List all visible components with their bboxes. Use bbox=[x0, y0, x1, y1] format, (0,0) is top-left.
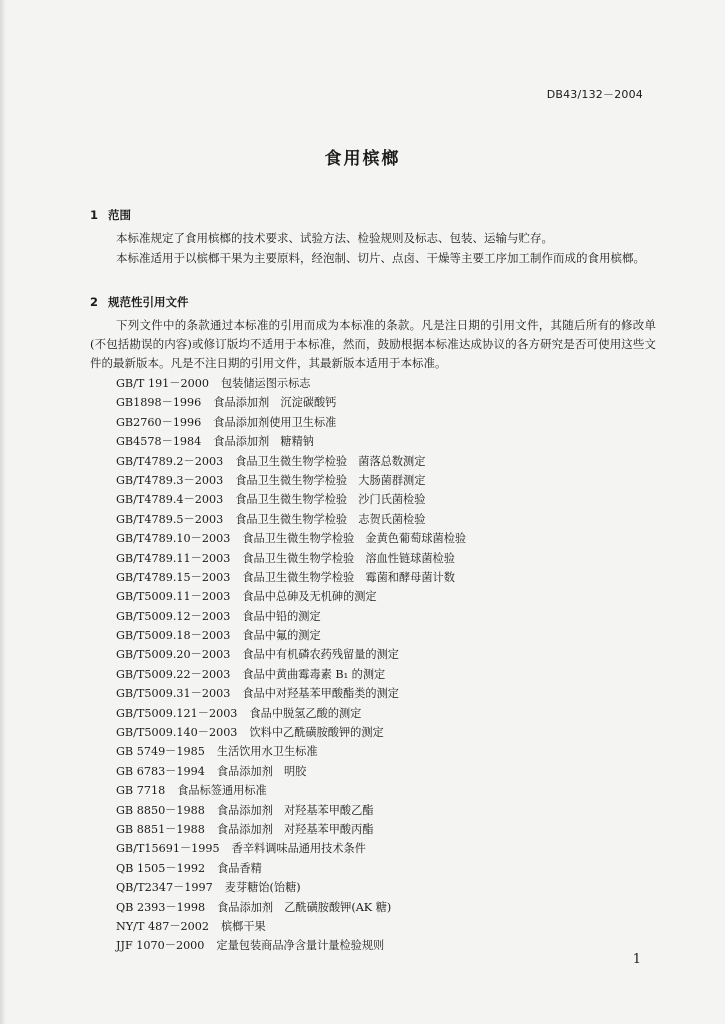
reference-code: GB/T15691－1995 bbox=[116, 842, 220, 856]
reference-item bbox=[116, 839, 466, 858]
page-number: 1 bbox=[632, 952, 641, 967]
reference-title: 食品添加剂 对羟基苯甲酸丙酯 bbox=[216, 822, 374, 836]
reference-item bbox=[116, 529, 466, 548]
reference-item bbox=[116, 723, 466, 742]
reference-code: GB/T4789.3－2003 bbox=[116, 473, 224, 487]
reference-code: GB/T4789.15－2003 bbox=[116, 570, 231, 584]
reference-item bbox=[116, 452, 466, 471]
reference-code: GB/T5009.18－2003 bbox=[116, 629, 231, 643]
reference-item bbox=[116, 549, 466, 568]
reference-item bbox=[116, 626, 466, 645]
reference-item bbox=[116, 645, 466, 664]
reference-title: 食品卫生微生物学检验 菌落总数测定 bbox=[235, 454, 426, 468]
reference-item bbox=[116, 742, 466, 761]
reference-code: GB/T4789.2－2003 bbox=[116, 454, 224, 468]
reference-code: JJF 1070－2000 bbox=[116, 939, 205, 953]
reference-code: GB/T5009.140－2003 bbox=[116, 726, 238, 740]
reference-item bbox=[116, 413, 466, 432]
reference-item bbox=[116, 762, 466, 781]
reference-code: GB/T4789.4－2003 bbox=[116, 493, 224, 507]
reference-item bbox=[116, 432, 466, 451]
reference-title: 麦芽糖饴(饴糖) bbox=[224, 881, 301, 895]
reference-code: GB/T4789.10－2003 bbox=[116, 532, 231, 546]
reference-code: QB 1505－1992 bbox=[116, 861, 206, 875]
reference-title: 食品香精 bbox=[217, 861, 262, 875]
reference-title: 食品卫生微生物学检验 溶血性链球菌检验 bbox=[242, 551, 455, 565]
reference-item bbox=[116, 568, 466, 587]
reference-code: GB 8850－1988 bbox=[116, 803, 205, 817]
reference-title: 食品卫生微生物学检验 沙门氏菌检验 bbox=[235, 493, 426, 507]
reference-list bbox=[116, 374, 466, 956]
reference-title: 包装储运图示标志 bbox=[220, 377, 311, 390]
reference-code: QB/T2347－1997 bbox=[116, 881, 213, 895]
reference-code: GB/T5009.11－2003 bbox=[116, 590, 231, 604]
reference-code: GB/T5009.31－2003 bbox=[116, 687, 231, 701]
reference-title: 食品中总砷及无机砷的测定 bbox=[242, 590, 377, 604]
reference-item bbox=[116, 374, 466, 393]
reference-item bbox=[116, 936, 466, 955]
reference-code: GB 8851－1988 bbox=[116, 822, 205, 836]
reference-title: 食品卫生微生物学检验 大肠菌群测定 bbox=[235, 473, 426, 487]
reference-title: 食品卫生微生物学检验 志贺氏菌检验 bbox=[235, 512, 426, 526]
document-title: 食用槟榔 bbox=[324, 149, 401, 169]
reference-code: GB2760－1996 bbox=[116, 415, 202, 429]
section-heading-normative-references bbox=[90, 294, 189, 310]
reference-title: 食品添加剂 乙酰磺胺酸钾(AK 糖) bbox=[217, 900, 392, 914]
reference-item bbox=[116, 471, 466, 490]
reference-item bbox=[116, 587, 466, 606]
reference-item bbox=[116, 490, 466, 509]
reference-item bbox=[116, 781, 466, 800]
reference-code: GB 7718 bbox=[116, 784, 166, 798]
reference-item bbox=[116, 820, 466, 839]
reference-code: QB 2393－1998 bbox=[116, 900, 206, 914]
reference-item bbox=[116, 393, 466, 412]
reference-code: GB4578－1984 bbox=[116, 435, 202, 449]
section-number: 1 bbox=[90, 208, 99, 222]
reference-title: 食品卫生微生物学检验 霉菌和酵母菌计数 bbox=[242, 570, 455, 584]
reference-code: GB/T 191－2000 bbox=[116, 377, 209, 390]
reference-code: GB/T5009.12－2003 bbox=[116, 609, 231, 623]
reference-item bbox=[116, 607, 466, 626]
reference-title: 食品添加剂 糖精钠 bbox=[213, 435, 314, 449]
reference-item bbox=[116, 917, 466, 936]
reference-title: 食品添加剂 对羟基苯甲酸乙酯 bbox=[216, 803, 374, 817]
reference-title: 定量包装商品净含量计量检验规则 bbox=[216, 939, 385, 953]
reference-title: 香辛料调味品通用技术条件 bbox=[231, 842, 366, 856]
reference-code: GB/T5009.20－2003 bbox=[116, 648, 231, 662]
section-number: 2 bbox=[90, 295, 99, 309]
reference-item bbox=[116, 510, 466, 529]
reference-title: 食品中对羟基苯甲酸酯类的测定 bbox=[242, 687, 399, 701]
reference-title: 食品中黄曲霉毒素 B₁ 的测定 bbox=[242, 667, 386, 681]
reference-item bbox=[116, 801, 466, 820]
reference-code: GB/T4789.11－2003 bbox=[116, 551, 231, 565]
reference-code: GB/T5009.121－2003 bbox=[116, 706, 238, 720]
reference-item bbox=[116, 878, 466, 897]
reference-code: GB/T5009.22－2003 bbox=[116, 667, 231, 681]
reference-title: 食品添加剂 明胶 bbox=[216, 764, 307, 778]
reference-code: GB 6783－1994 bbox=[116, 764, 205, 778]
reference-item bbox=[116, 684, 466, 703]
reference-title: 槟榔干果 bbox=[220, 919, 266, 933]
reference-title: 食品标签通用标准 bbox=[177, 784, 267, 798]
section-title: 范围 bbox=[108, 208, 131, 222]
scope-paragraph-1: 本标准规定了食用槟榔的技术要求、试验方法、检验规则及标志、包装、运输与贮存。 bbox=[116, 231, 553, 245]
reference-title: 食品中脱氢乙酸的测定 bbox=[249, 706, 362, 720]
reference-title: 饮料中乙酰磺胺酸钾的测定 bbox=[249, 726, 384, 740]
reference-title: 食品添加剂 沉淀碳酸钙 bbox=[213, 396, 337, 410]
reference-code: GB/T4789.5－2003 bbox=[116, 512, 224, 526]
reference-item bbox=[116, 665, 466, 684]
references-intro-paragraph: 下列文件中的条款通过本标准的引用而成为本标准的条款。凡是注日期的引用文件，其随后所有的修改单(不包括勘误的内容)或修订版均不适用于本标准，然而，鼓励根据本标准达成协议的各方研究是否可使用这些文件的最新版本。凡是不注日期的引用文件，其最新版本适用于本标准。 bbox=[90, 318, 656, 370]
reference-title: 食品中氟的测定 bbox=[242, 629, 321, 643]
reference-title: 食品中铅的测定 bbox=[242, 609, 321, 623]
reference-item bbox=[116, 859, 466, 878]
reference-title: 食品中有机磷农药残留量的测定 bbox=[242, 648, 399, 662]
reference-item bbox=[116, 898, 466, 917]
reference-code: GB1898－1996 bbox=[116, 396, 202, 410]
section-heading-scope bbox=[90, 207, 131, 223]
section-title: 规范性引用文件 bbox=[108, 295, 189, 309]
reference-code: GB 5749－1985 bbox=[116, 745, 205, 759]
scope-paragraph-2: 本标准适用于以槟榔干果为主要原料，经泡制、切片、点卤、干燥等主要工序加工制作而成的食用槟榔。 bbox=[116, 251, 645, 265]
reference-item bbox=[116, 704, 466, 723]
standard-code: DB43/132－2004 bbox=[546, 88, 643, 101]
reference-code: NY/T 487－2002 bbox=[116, 919, 209, 933]
reference-title: 食品添加剂使用卫生标准 bbox=[213, 415, 337, 429]
reference-title: 食品卫生微生物学检验 金黄色葡萄球菌检验 bbox=[242, 532, 467, 546]
reference-title: 生活饮用水卫生标准 bbox=[216, 745, 318, 759]
